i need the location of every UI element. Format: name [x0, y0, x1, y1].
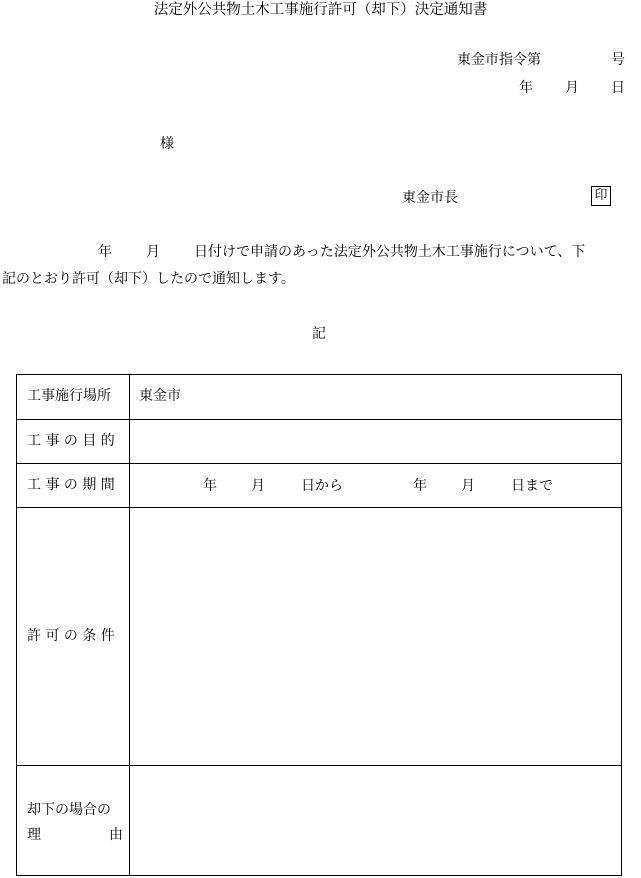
permit-form-table [16, 374, 622, 876]
purpose-label-cell [17, 420, 130, 463]
table-row-conditions [17, 507, 621, 765]
body-year: 年 [98, 244, 112, 260]
purpose-value-cell [130, 420, 621, 463]
body-text-line-1 [98, 244, 585, 260]
body-month: 月 [146, 244, 160, 260]
period-value-cell [130, 464, 621, 507]
body-text-line-2: 記のとおり許可（却下）したので通知します。 [2, 271, 295, 287]
reason-label-char-2: 由 [109, 827, 123, 843]
reason-label-char-1: 理 [27, 827, 41, 843]
table-row-purpose [17, 419, 621, 463]
addressee: 様 [160, 136, 174, 152]
period-label: 工 事 の 期 間 [27, 477, 115, 493]
location-value-cell [130, 375, 621, 419]
purpose-label: 工 事 の 目 的 [27, 433, 115, 449]
conditions-label: 許 可 の 条 件 [27, 628, 115, 644]
document-date [519, 80, 625, 96]
period-to-day: 日まで [511, 478, 553, 494]
conditions-label-cell [17, 508, 130, 765]
reference-number-prefix: 東金市指令第 [457, 52, 541, 68]
period-to-year: 年 [413, 478, 427, 494]
location-label-cell [17, 375, 130, 419]
reason-label-cell [17, 766, 130, 875]
period-from-year: 年 [203, 478, 217, 494]
table-row-rejection-reason [17, 765, 621, 875]
reason-label-line-1: 却下の場合の [27, 802, 111, 818]
table-row-location [17, 375, 621, 419]
date-year: 年 [519, 80, 533, 96]
body-line1-text: 日付けで申請のあった法定外公共物土木工事施行について、下 [194, 244, 586, 260]
conditions-value-cell [130, 508, 621, 765]
record-heading: 記 [312, 326, 326, 342]
reference-number [457, 52, 625, 68]
period-from-day: 日から [301, 478, 343, 494]
location-value: 東金市 [139, 388, 181, 404]
location-label: 工事施行場所 [27, 388, 111, 404]
table-row-period [17, 463, 621, 507]
document-title: 法定外公共物土木工事施行許可（却下）決定通知書 [153, 2, 488, 18]
period-from-month: 月 [251, 478, 265, 494]
date-month: 月 [565, 80, 579, 96]
period-to-month: 月 [461, 478, 475, 494]
reason-label-line-2 [27, 827, 123, 843]
issuer-name: 東金市長 [402, 190, 458, 206]
period-label-cell [17, 464, 130, 507]
date-day: 日 [611, 80, 625, 96]
reason-value-cell [130, 766, 621, 875]
seal-mark: 印 [591, 186, 611, 206]
reference-number-suffix: 号 [611, 52, 625, 68]
